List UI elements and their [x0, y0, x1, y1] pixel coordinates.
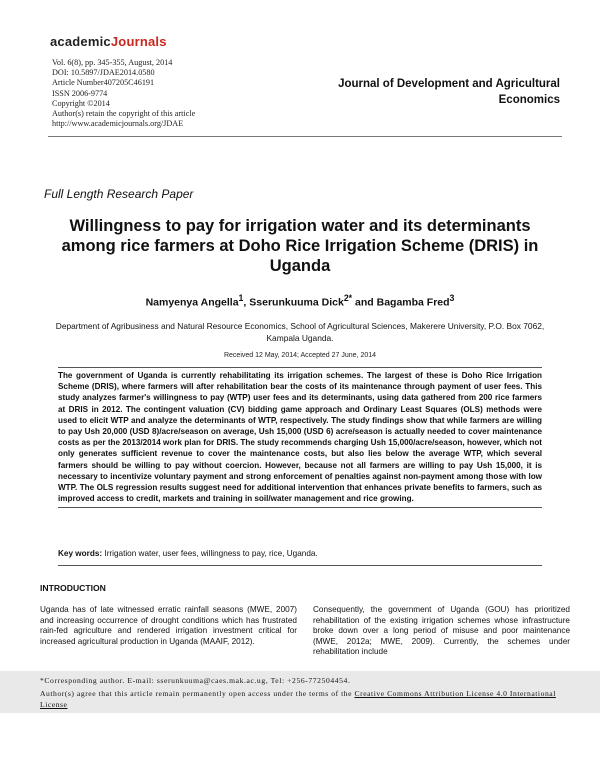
- meta-doi: DOI: 10.5897/JDAE2014.0580: [52, 68, 155, 78]
- author-name: Namyenya Angella: [145, 296, 239, 309]
- journal-name-line1: Journal of Development and Agricultural: [338, 78, 560, 90]
- author-affil-mark: 3: [449, 293, 455, 303]
- license-note: [40, 688, 570, 710]
- author-and: and: [352, 296, 377, 309]
- author-separator: ,: [243, 296, 250, 309]
- author-affil-mark: 1: [238, 293, 244, 303]
- license-text: Author(s) agree that this article remain permanently open access under the terms of the: [40, 689, 355, 698]
- license-link[interactable]: Creative Commons Attribution License 4.0 International License: [40, 689, 556, 709]
- intro-column-left: Uganda has of late witnessed erratic rainfall seasons (MWE, 2007) and increasing occurrence of drought conditions which has frustrated rain-fed agriculture and rendered irrigation investment critical for increased agricultural production in Uganda (MAAIF, 2012).: [40, 605, 297, 646]
- affiliation: Department of Agribusiness and Natural Resource Economics, School of Agricultural Sciences, Makerere University, P.O. Box 7062, Kampala Uganda.: [55, 321, 545, 343]
- keywords-divider: [58, 565, 542, 566]
- journal-name-line2: Economics: [498, 94, 560, 106]
- meta-copyright: Copyright ©2014: [52, 98, 110, 108]
- meta-url-link[interactable]: http://www.academicjournals.org/JDAE: [52, 119, 184, 129]
- author-list: [40, 293, 560, 309]
- publisher-logo: [50, 34, 167, 49]
- intro-column-right: Consequently, the government of Uganda (GOU) has prioritized rehabilitation of the existing irrigation schemes whose infrastructure broke down over a long period of misuse and poor maintenance (MWE, 2012a; MWE, 2009). Currently, the schemes under rehabilitation include: [313, 605, 570, 657]
- author-affil-mark: 2*: [343, 293, 353, 303]
- abstract: The government of Uganda is currently rehabilitating its irrigation schemes. The largest of these is Doho Rice Irrigation Scheme (DRIS), where farmers will after rehabilitation bear the costs of its maintenance through payment of user fees. This study analyzes farmer's willingness to pay (WTP) user fees and its determinants, using data gathered from 200 rice farmers at DRIS in 2012. The contingent valuation (CV) bidding game approach and Ordinary Least Squares (OLS) methods were used to elicit WTP and analyze the determinants of WTP, respectively. The study findings show that while farmers are willing to pay Ush 20,000 (USD 8)/acre/season on average, Ush 15,000 (USD 6) acre/season is actually needed to cover maintenance costs as per the 2013/2014 work plan for DRIS. The study recommends charging Ush 15,000/acre/season, however, which not only generates sufficient revenue to cover the maintenance costs, but also lies below the average WTP, which several farmers should be willing to pay without coercion. However, because not all farmers are willing to pay Ush 15,000, it is necessary to incentivize voluntary payment and strong enforcement of penalties against non-payment among those with low WTP. The OLS regression results suggest need for additional intervention that enhances private benefits to farmers, such as improved access to credit, markets and training in soil/water management and rice growing.: [58, 367, 542, 508]
- header-divider: [48, 136, 562, 137]
- keywords-text: Irrigation water, user fees, willingness to pay, rice, Uganda.: [104, 549, 318, 558]
- corresponding-author: *Corresponding author. E-mail: sserunkuuma@caes.mak.ac.ug, Tel: +256-772504454.: [40, 676, 351, 685]
- article-meta: [52, 58, 272, 129]
- meta-rights: Author(s) retain the copyright of this article: [52, 109, 196, 119]
- meta-volume: Vol. 6(8), pp. 345-355, August, 2014: [52, 58, 173, 67]
- section-heading-introduction: INTRODUCTION: [40, 583, 106, 593]
- author-name: Sserunkuuma Dick: [249, 296, 344, 309]
- meta-article-number: Article Number407205C46191: [52, 78, 155, 88]
- meta-issn: ISSN 2006-9774: [52, 88, 108, 98]
- paper-type: Full Length Research Paper: [44, 187, 194, 201]
- paper-title: Willingness to pay for irrigation water and its determinants among rice farmers at Doho Rice Irrigation Scheme (DRIS) in Uganda: [61, 217, 539, 275]
- received-dates: Received 12 May, 2014; Accepted 27 June, 2014: [223, 352, 377, 359]
- keywords-label: Key words:: [58, 549, 103, 558]
- author-name: Bagamba Fred: [376, 296, 450, 309]
- journal-name: [300, 76, 560, 108]
- logo-part-academic: academic: [50, 34, 111, 49]
- keywords: [58, 549, 542, 558]
- logo-part-journals: Journals: [110, 34, 167, 49]
